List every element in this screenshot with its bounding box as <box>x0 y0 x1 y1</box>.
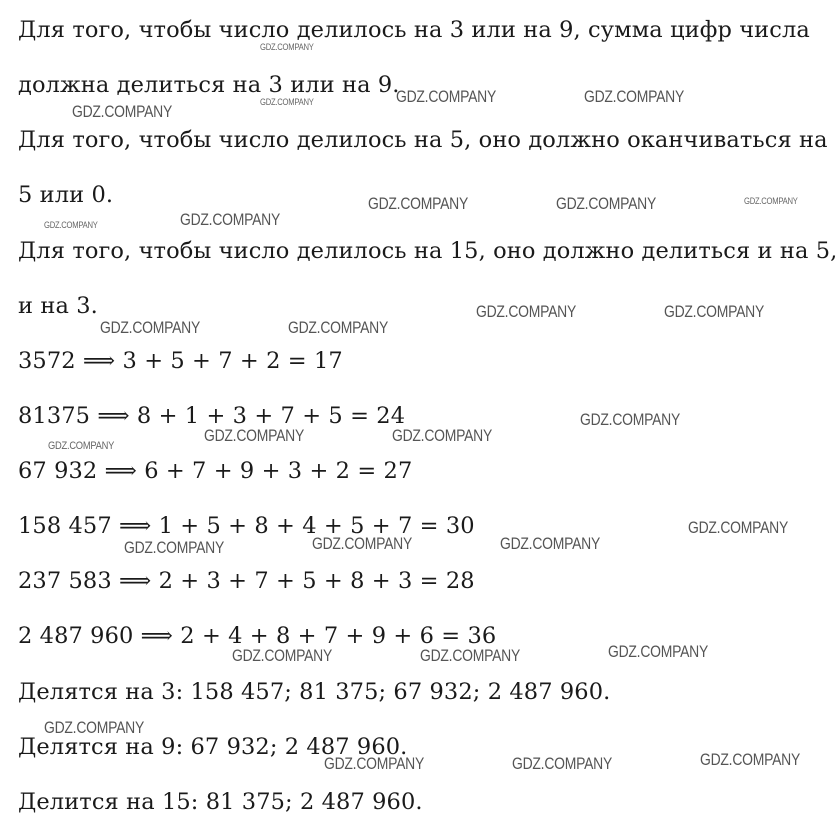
result-divisible-by-9: Делятся на 9: 67 932; 2 487 960. <box>18 734 408 760</box>
watermark: GDZ.COMPANY <box>100 318 201 337</box>
watermark: GDZ.COMPANY <box>500 534 601 553</box>
watermark: GDZ.COMPANY <box>260 97 314 107</box>
watermark: GDZ.COMPANY <box>44 718 145 737</box>
digit-sum-67932: 67 932 ⟹ 6 + 7 + 9 + 3 + 2 = 27 <box>18 458 413 484</box>
watermark: GDZ.COMPANY <box>48 440 115 452</box>
text-line-rule-15-part1: Для того, чтобы число делилось на 15, оно должно делиться и на 5, <box>18 238 838 264</box>
watermark: GDZ.COMPANY <box>392 426 493 445</box>
watermark: GDZ.COMPANY <box>324 754 425 773</box>
watermark: GDZ.COMPANY <box>260 42 314 52</box>
watermark: GDZ.COMPANY <box>288 318 389 337</box>
watermark: GDZ.COMPANY <box>368 194 469 213</box>
result-divisible-by-3: Делятся на 3: 158 457; 81 375; 67 932; 2 487 960. <box>18 679 611 705</box>
text-line-rule-15-part2: и на 3. <box>18 293 98 319</box>
text-line-rule-3-9-part2: должна делиться на 3 или на 9. <box>18 72 400 98</box>
watermark: GDZ.COMPANY <box>608 642 709 661</box>
watermark: GDZ.COMPANY <box>664 302 765 321</box>
watermark: GDZ.COMPANY <box>72 102 173 121</box>
watermark: GDZ.COMPANY <box>312 534 413 553</box>
watermark: GDZ.COMPANY <box>584 87 685 106</box>
watermark: GDZ.COMPANY <box>512 754 613 773</box>
digit-sum-2487960: 2 487 960 ⟹ 2 + 4 + 8 + 7 + 9 + 6 = 36 <box>18 623 497 649</box>
watermark: GDZ.COMPANY <box>556 194 657 213</box>
watermark: GDZ.COMPANY <box>420 646 521 665</box>
digit-sum-3572: 3572 ⟹ 3 + 5 + 7 + 2 = 17 <box>18 348 343 374</box>
digit-sum-81375: 81375 ⟹ 8 + 1 + 3 + 7 + 5 = 24 <box>18 403 406 429</box>
watermark: GDZ.COMPANY <box>124 538 225 557</box>
watermark: GDZ.COMPANY <box>180 210 281 229</box>
result-divisible-by-15: Делится на 15: 81 375; 2 487 960. <box>18 789 423 815</box>
text-line-rule-5-part1: Для того, чтобы число делилось на 5, оно должно оканчиваться на <box>18 127 828 153</box>
watermark: GDZ.COMPANY <box>744 196 798 206</box>
digit-sum-237583: 237 583 ⟹ 2 + 3 + 7 + 5 + 8 + 3 = 28 <box>18 568 475 594</box>
watermark: GDZ.COMPANY <box>688 518 789 537</box>
watermark: GDZ.COMPANY <box>44 220 98 230</box>
watermark: GDZ.COMPANY <box>232 646 333 665</box>
watermark: GDZ.COMPANY <box>580 410 681 429</box>
text-line-rule-5-part2: 5 или 0. <box>18 182 114 208</box>
watermark: GDZ.COMPANY <box>204 426 305 445</box>
digit-sum-158457: 158 457 ⟹ 1 + 5 + 8 + 4 + 5 + 7 = 30 <box>18 513 475 539</box>
watermark: GDZ.COMPANY <box>700 750 801 769</box>
watermark: GDZ.COMPANY <box>396 87 497 106</box>
text-line-rule-3-9-part1: Для того, чтобы число делилось на 3 или на 9, сумма цифр числа <box>18 17 810 43</box>
watermark: GDZ.COMPANY <box>476 302 577 321</box>
